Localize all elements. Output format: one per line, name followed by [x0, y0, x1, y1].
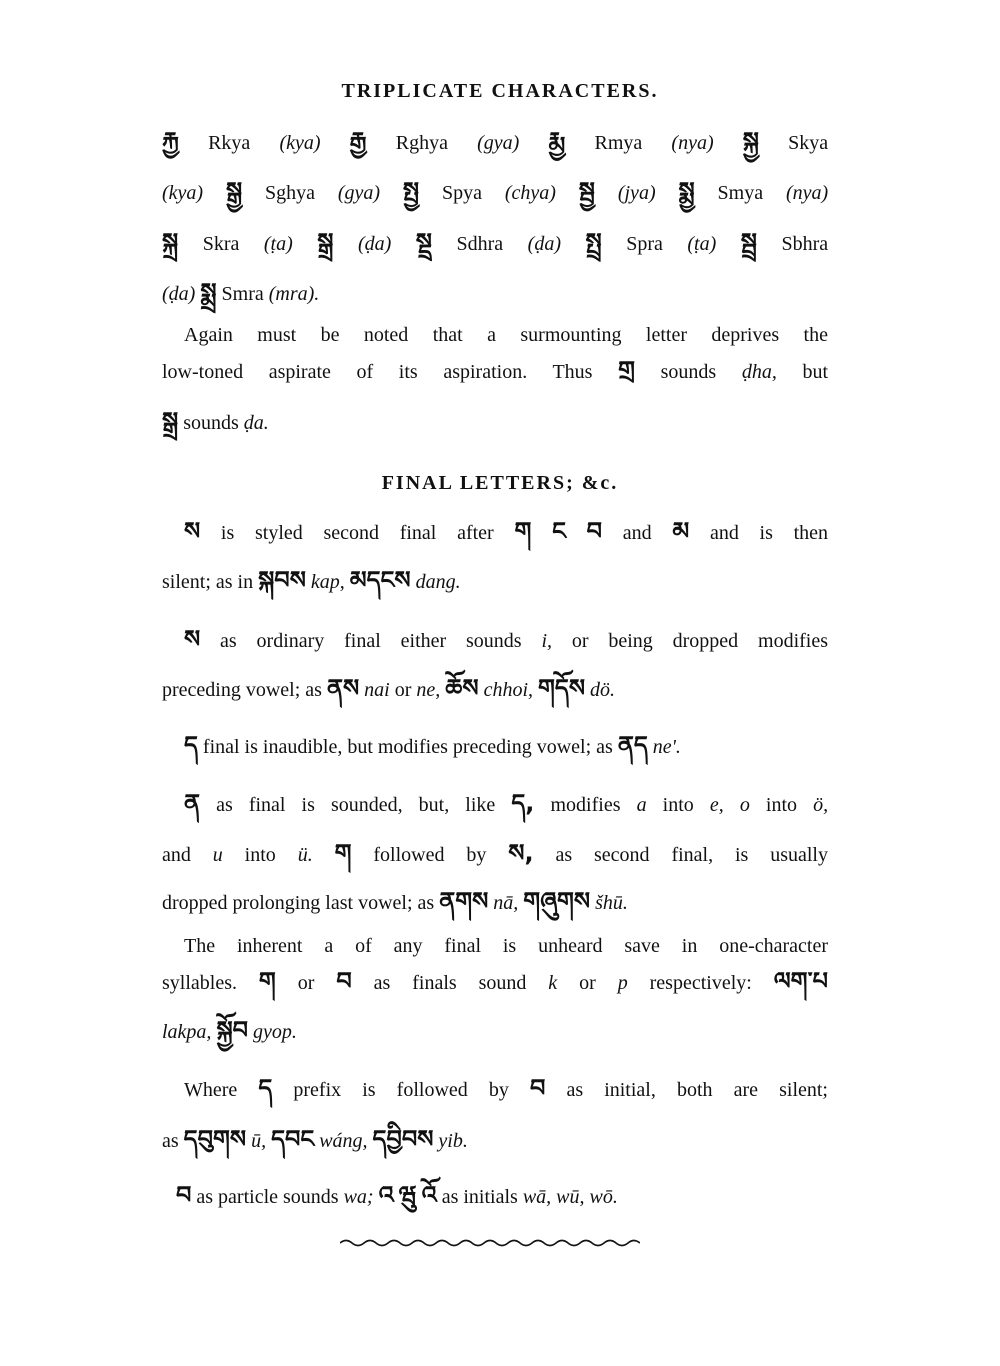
tibetan-glyph: སྦྱ	[578, 177, 595, 205]
text: is styled second final after	[220, 522, 494, 544]
text: as initials	[441, 1186, 518, 1208]
pronunciation: ö,	[813, 794, 829, 816]
text: as particle sounds	[196, 1186, 339, 1208]
pronunciation: šhū.	[595, 892, 628, 914]
pronunciation: ne,	[416, 679, 441, 701]
tibetan-glyph: ད	[258, 1074, 273, 1102]
final-s-ordinary-line-2	[162, 675, 828, 703]
text: sounds	[183, 412, 239, 434]
text: respectively:	[649, 972, 752, 994]
text: as initial, both are silent;	[566, 1079, 828, 1101]
pronunciation: nai	[364, 679, 390, 701]
text: preceding vowel; as	[162, 679, 322, 701]
pronunciation: ne'.	[652, 736, 681, 758]
tibetan-glyph: རྒྱ	[349, 127, 367, 155]
pronunciation: k	[548, 972, 558, 994]
tibetan-glyph: ད,	[511, 789, 535, 817]
pronunciation: (nya)	[671, 132, 714, 154]
pronunciation: a	[636, 794, 647, 816]
tibetan-glyph: མདངས	[349, 566, 411, 594]
paragraph-again-line-1: Again must be noted that a surmounting letter deprives the	[184, 324, 828, 346]
tibetan-glyph: ད	[184, 731, 198, 759]
final-s-line-1	[184, 518, 828, 546]
romanization: Sghya	[265, 182, 315, 204]
romanization: Skra	[202, 233, 240, 255]
pronunciation: (gya)	[337, 182, 381, 204]
where-line-2	[162, 1126, 828, 1154]
romanization: Spya	[441, 182, 482, 204]
pronunciation: (ḍa)	[357, 233, 392, 255]
text: and is then	[709, 522, 829, 544]
tibetan-glyph: རྨྱ	[548, 127, 566, 155]
pronunciation: ü.	[297, 844, 313, 866]
tibetan-glyph: བ	[336, 967, 352, 995]
pronunciation: (gya)	[477, 132, 520, 154]
text: sounds	[660, 361, 717, 383]
tibetan-glyph: ཆོས	[445, 674, 479, 702]
pronunciation: yib.	[438, 1130, 468, 1152]
tibetan-glyph: སྦྲ	[740, 228, 757, 256]
tibetan-glyph: སྤྲ	[585, 228, 602, 256]
triplicate-row-4	[162, 279, 828, 307]
particle-line	[176, 1182, 828, 1210]
romanization: Sdhra	[456, 233, 504, 255]
text: dropped prolonging last vowel; as	[162, 892, 435, 914]
romanization: Rmya	[594, 132, 643, 154]
pronunciation: (ḍa)	[162, 283, 196, 305]
text: as	[162, 1130, 179, 1152]
tibetan-glyph: ས,	[508, 839, 534, 867]
tibetan-glyph: སྐྱ	[742, 127, 759, 155]
pronunciation: wáng,	[319, 1130, 368, 1152]
pronunciation: e,	[709, 794, 724, 816]
text: silent; as in	[162, 571, 254, 593]
pronunciation: (kya)	[279, 132, 321, 154]
tibetan-glyph: ལག་པ	[773, 967, 828, 995]
pronunciation: chhoi,	[483, 679, 534, 701]
where-line-1	[184, 1075, 828, 1103]
text: or being dropped modifies	[571, 630, 828, 652]
pronunciation: (chya)	[504, 182, 556, 204]
tibetan-glyph: འོ	[421, 1181, 437, 1209]
tibetan-glyph: ང	[552, 517, 566, 545]
pronunciation: (ṭa)	[687, 233, 717, 255]
romanization: Skya	[788, 132, 829, 154]
pronunciation: p	[617, 972, 628, 994]
text: or	[394, 679, 412, 701]
text: as ordinary final either sounds	[220, 630, 522, 652]
pronunciation: gyop.	[253, 1021, 297, 1043]
pronunciation: dö.	[590, 679, 616, 701]
tibetan-glyph: ནགས	[439, 887, 489, 915]
pronunciation: (mra).	[268, 283, 320, 305]
pronunciation: dang.	[415, 571, 461, 593]
triplicate-row-2	[162, 178, 828, 206]
final-n-line-2	[162, 840, 828, 868]
pronunciation: (ḍa)	[527, 233, 561, 255]
tibetan-glyph: བ	[176, 1181, 192, 1209]
text: as finals sound	[373, 972, 527, 994]
final-n-line-3	[162, 888, 828, 916]
text: followed by	[373, 844, 487, 866]
final-d-line	[184, 732, 828, 760]
section-heading-final: FINAL LETTERS; &c.	[381, 472, 619, 494]
text: into	[244, 844, 276, 866]
tibetan-glyph: རྐྱ	[162, 127, 179, 155]
text: as second final, is usually	[555, 844, 828, 866]
tibetan-glyph: མ	[672, 517, 690, 545]
tibetan-glyph: ས	[184, 625, 201, 653]
pronunciation: u	[212, 844, 223, 866]
tibetan-glyph: སྒྱ	[225, 177, 243, 205]
text: low-toned aspirate of its aspiration. Thus	[162, 361, 593, 383]
paragraph-again-line-2	[162, 357, 828, 385]
pronunciation: nā,	[493, 892, 519, 914]
pronunciation: ū,	[251, 1130, 267, 1152]
text: or	[297, 972, 315, 994]
tibetan-glyph: དབུགས	[183, 1125, 247, 1153]
pronunciation: ḍha,	[741, 361, 777, 383]
pronunciation: o	[739, 794, 750, 816]
tibetan-glyph: སྐྱོབ	[216, 1016, 249, 1044]
inherent-line-1: The inherent a of any final is unheard save in one-character	[184, 935, 828, 957]
tibetan-glyph: འ	[378, 1181, 394, 1209]
final-s-ordinary-line-1	[184, 626, 828, 654]
romanization: Spra	[626, 233, 663, 255]
pronunciation: wa;	[343, 1186, 374, 1208]
tibetan-glyph: སྒྲ	[162, 407, 179, 435]
tibetan-glyph: དབྱིབས	[372, 1125, 434, 1153]
tibetan-glyph: སྨྲ	[200, 278, 217, 306]
tibetan-glyph: སྡྲ	[415, 228, 432, 256]
pronunciation: ḍa.	[243, 412, 269, 434]
pronunciation: (ṭa)	[263, 233, 293, 255]
text: but	[802, 361, 829, 383]
text: prefix is followed by	[293, 1079, 509, 1101]
tibetan-glyph: བ	[529, 1074, 546, 1102]
pronunciation: i,	[541, 630, 552, 652]
inherent-line-2	[162, 968, 828, 996]
tibetan-glyph: ས	[184, 517, 201, 545]
romanization: Rkya	[208, 132, 251, 154]
tibetan-glyph: ན	[184, 789, 201, 817]
text: Where	[184, 1079, 238, 1101]
final-s-line-2	[162, 567, 828, 595]
text: into	[662, 794, 694, 816]
text: syllables.	[162, 972, 237, 994]
paragraph-again-line-3	[162, 408, 828, 436]
text: final is inaudible, but modifies preceding vowel; as	[202, 736, 613, 758]
text: and	[622, 522, 652, 544]
romanization: Smya	[717, 182, 764, 204]
pronunciation: lakpa,	[162, 1021, 212, 1043]
text: and	[162, 844, 191, 866]
pronunciation: (jya)	[617, 182, 656, 204]
tibetan-glyph: ག	[334, 839, 352, 867]
tibetan-glyph: སྤྱ	[402, 177, 420, 205]
text: as final is sounded, but, like	[216, 794, 496, 816]
pronunciation: wō.	[589, 1186, 618, 1208]
tibetan-glyph: ནས	[326, 674, 360, 702]
pronunciation: wū,	[556, 1186, 585, 1208]
triplicate-row-3	[162, 229, 828, 257]
text: or	[579, 972, 596, 994]
decorative-wavy-divider	[340, 1236, 640, 1250]
tibetan-glyph: སྨྱ	[678, 177, 695, 205]
text: modifies	[550, 794, 621, 816]
tibetan-glyph: གདོས	[538, 674, 586, 702]
tibetan-glyph: སྒྲ	[317, 228, 334, 256]
tibetan-glyph: ཝུ	[398, 1181, 417, 1209]
inherent-line-3	[162, 1017, 828, 1045]
section-heading-triplicate: TRIPLICATE CHARACTERS.	[341, 80, 659, 102]
romanization: Rghya	[395, 132, 448, 154]
romanization: Sbhra	[781, 233, 829, 255]
tibetan-glyph: དབང	[271, 1125, 315, 1153]
pronunciation: kap,	[310, 571, 345, 593]
final-n-line-1	[184, 790, 828, 818]
triplicate-row-1	[162, 128, 828, 156]
romanization: Smra	[221, 283, 264, 305]
tibetan-glyph: སྐྲ	[162, 228, 179, 256]
tibetan-glyph: ག	[514, 517, 532, 545]
pronunciation: wā,	[522, 1186, 552, 1208]
tibetan-glyph: ནད	[617, 731, 648, 759]
tibetan-glyph: གྲ	[618, 356, 635, 384]
text: into	[765, 794, 798, 816]
tibetan-glyph: སྐབས	[258, 566, 306, 594]
tibetan-glyph: ག	[258, 967, 276, 995]
pronunciation: (nya)	[785, 182, 829, 204]
tibetan-glyph: བ	[586, 517, 603, 545]
tibetan-glyph: གཞུགས	[523, 887, 591, 915]
pronunciation: (kya)	[162, 182, 204, 204]
